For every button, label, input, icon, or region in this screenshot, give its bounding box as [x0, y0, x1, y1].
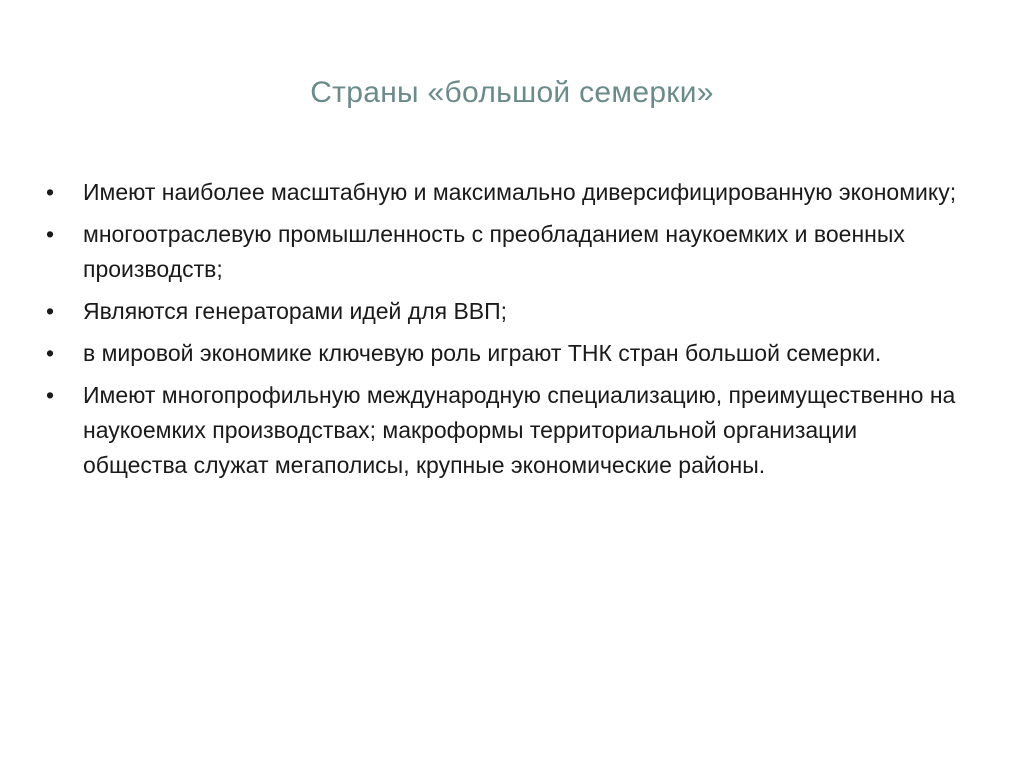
bullet-icon: •	[45, 340, 55, 366]
bullet-text: в мировой экономике ключевую роль играют ТНК стран большой семерки.	[83, 340, 882, 366]
slide-title: Страны «большой семерки»	[310, 76, 714, 109]
bullet-text: Имеют многопрофильную международную специализацию, преимущественно на наукоемких производствах; макроформы территориальной организации общества служат мегаполисы, крупные экономические районы.	[83, 382, 956, 478]
bullet-icon: •	[45, 382, 55, 408]
bullet-text: Являются генераторами идей для ВВП;	[83, 298, 508, 324]
bullet-icon: •	[45, 298, 55, 324]
list-item	[40, 294, 960, 329]
bullet-icon: •	[45, 221, 55, 247]
list-item	[40, 378, 960, 483]
bullet-icon: •	[45, 179, 55, 205]
bullet-text: многоотраслевую промышленность с преобладанием наукоемких и военных производств;	[83, 221, 905, 282]
list-item	[40, 175, 960, 210]
bullet-text: Имеют наиболее масштабную и максимально диверсифицированную экономику;	[83, 179, 957, 205]
list-item	[40, 217, 960, 287]
list-item	[40, 336, 960, 371]
bullet-list	[40, 175, 960, 490]
